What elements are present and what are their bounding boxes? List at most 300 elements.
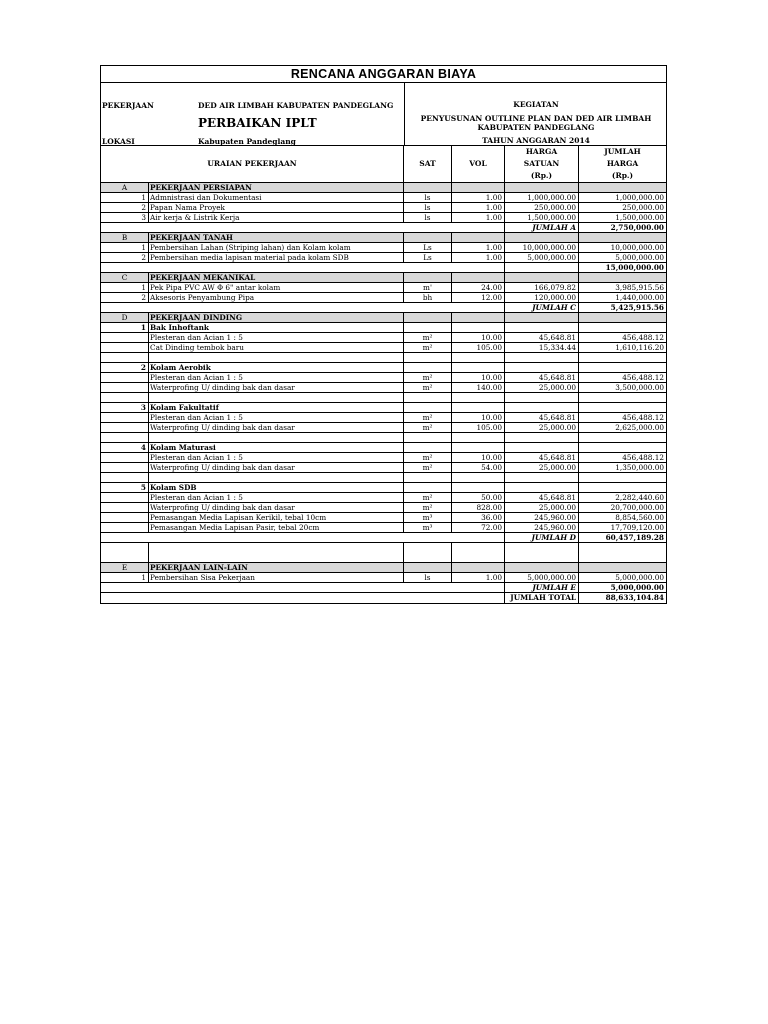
- section-code: B: [101, 233, 149, 243]
- empty-cell: [404, 363, 452, 373]
- item-unit: ls: [404, 573, 452, 583]
- item-volume: 36.00: [452, 513, 505, 523]
- item-description: Plesteran dan Acian 1 : 5: [149, 453, 404, 463]
- item-number: [101, 333, 149, 343]
- section-code: D: [101, 313, 149, 323]
- item-description: Waterprofing U/ dinding bak dan dasar: [149, 503, 404, 513]
- subtotal-label: JUMLAH D: [505, 533, 579, 543]
- empty-cell: [404, 473, 452, 483]
- empty-cell: [404, 353, 452, 363]
- subsection-title: Bak Inhoftank: [149, 323, 404, 333]
- subsection-code: 2: [101, 363, 149, 373]
- empty-cell: [404, 443, 452, 453]
- item-total: 1,350,000.00: [579, 463, 666, 473]
- subsection-row: [101, 363, 666, 373]
- item-description: Pemasangan Media Lapisan Kerikil, tebal 10cm: [149, 513, 404, 523]
- item-unit-price: 166,079.82: [505, 283, 579, 293]
- item-total: 8,854,560.00: [579, 513, 666, 523]
- empty-cell: [579, 443, 666, 453]
- spacer-row: [101, 473, 666, 483]
- subtotal-label: JUMLAH E: [505, 583, 579, 593]
- item-description: Plesteran dan Acian 1 : 5: [149, 333, 404, 343]
- subsection-row: [101, 403, 666, 413]
- item-number: [101, 453, 149, 463]
- spacer-row: [101, 433, 666, 443]
- item-unit-price: 25,000.00: [505, 503, 579, 513]
- item-row: [101, 573, 666, 583]
- subsection-row: [101, 483, 666, 493]
- empty-cell: [579, 543, 666, 563]
- kegiatan-panel: [404, 83, 667, 145]
- tahun-anggaran: TAHUN ANGGARAN 2014: [482, 136, 590, 145]
- item-row: [101, 503, 666, 513]
- empty-cell: [505, 183, 579, 193]
- item-unit: m²: [404, 423, 452, 433]
- item-unit-price: 250,000.00: [505, 203, 579, 213]
- item-row: [101, 283, 666, 293]
- empty-cell: [505, 273, 579, 283]
- item-unit: m³: [404, 523, 452, 533]
- item-volume: 105.00: [452, 423, 505, 433]
- empty-cell: [452, 353, 505, 363]
- lokasi-label: LOKASI: [102, 137, 135, 146]
- item-description: Air kerja & Listrik Kerja: [149, 213, 404, 223]
- item-volume: 72.00: [452, 523, 505, 533]
- subsection-code: 3: [101, 403, 149, 413]
- grand-total-row: [101, 593, 666, 603]
- item-number: 2: [101, 253, 149, 263]
- item-volume: 1.00: [452, 193, 505, 203]
- empty-cell: [579, 363, 666, 373]
- empty-cell: [149, 303, 404, 313]
- empty-cell: [149, 583, 404, 593]
- grand-total-label: JUMLAH TOTAL: [505, 593, 579, 603]
- section-title: PEKERJAAN MEKANIKAL: [149, 273, 404, 283]
- item-total: 456,488.12: [579, 333, 666, 343]
- kegiatan-label: KEGIATAN: [513, 100, 559, 109]
- project-name: PERBAIKAN IPLT: [198, 116, 317, 130]
- empty-cell: [505, 353, 579, 363]
- spacer-row: [101, 353, 666, 363]
- empty-cell: [579, 563, 666, 573]
- empty-cell: [579, 393, 666, 403]
- empty-cell: [149, 353, 404, 363]
- empty-cell: [452, 473, 505, 483]
- item-description: Aksesoris Penyambung Pipa: [149, 293, 404, 303]
- subsection-title: Kolam Fakultatif: [149, 403, 404, 413]
- empty-cell: [452, 483, 505, 493]
- item-unit: m³: [404, 513, 452, 523]
- empty-cell: [452, 393, 505, 403]
- item-volume: 10.00: [452, 373, 505, 383]
- item-total: 10,000,000.00: [579, 243, 666, 253]
- item-unit: m²: [404, 503, 452, 513]
- empty-cell: [505, 313, 579, 323]
- item-number: [101, 383, 149, 393]
- item-description: Papan Nama Proyek: [149, 203, 404, 213]
- empty-cell: [505, 233, 579, 243]
- item-volume: 1.00: [452, 213, 505, 223]
- empty-cell: [452, 183, 505, 193]
- empty-cell: [404, 393, 452, 403]
- empty-cell: [452, 543, 505, 563]
- empty-cell: [452, 403, 505, 413]
- empty-cell: [101, 533, 149, 543]
- item-unit: m²: [404, 383, 452, 393]
- header-harga-satuan: HARGA SATUAN (Rp.): [505, 146, 579, 182]
- empty-cell: [404, 483, 452, 493]
- header-jumlah-harga: JUMLAH HARGA (Rp.): [604, 147, 641, 180]
- section-title: PEKERJAAN DINDING: [149, 313, 404, 323]
- empty-cell: [404, 183, 452, 193]
- header-vol: VOL: [452, 146, 505, 182]
- empty-cell: [404, 313, 452, 323]
- item-unit: m': [404, 283, 452, 293]
- empty-cell: [452, 263, 505, 273]
- empty-cell: [579, 483, 666, 493]
- section-title: PEKERJAAN LAIN-LAIN: [149, 563, 404, 573]
- section-code: E: [101, 563, 149, 573]
- item-row: [101, 453, 666, 463]
- item-unit-price: 5,000,000.00: [505, 253, 579, 263]
- item-unit: m²: [404, 343, 452, 353]
- item-description: Pemasangan Media Lapisan Pasir, tebal 20cm: [149, 523, 404, 533]
- empty-cell: [452, 443, 505, 453]
- empty-cell: [579, 183, 666, 193]
- pekerjaan-label: PEKERJAAN: [102, 101, 154, 110]
- subsection-code: 1: [101, 323, 149, 333]
- empty-cell: [149, 223, 404, 233]
- item-total: 5,000,000.00: [579, 573, 666, 583]
- empty-cell: [452, 433, 505, 443]
- project-info: [101, 83, 666, 146]
- section-code: A: [101, 183, 149, 193]
- item-unit-price: 45,648.81: [505, 333, 579, 343]
- section-row: [101, 563, 666, 573]
- item-unit-price: 45,648.81: [505, 493, 579, 503]
- item-total: 250,000.00: [579, 203, 666, 213]
- item-row: [101, 423, 666, 433]
- empty-cell: [404, 223, 452, 233]
- item-unit-price: 15,334.44: [505, 343, 579, 353]
- section-row: [101, 273, 666, 283]
- item-row: [101, 513, 666, 523]
- subtotal-row: [101, 533, 666, 543]
- item-total: 1,500,000.00: [579, 213, 666, 223]
- empty-cell: [101, 263, 149, 273]
- empty-cell: [505, 483, 579, 493]
- subtotal-value: 15,000,000.00: [579, 263, 666, 273]
- empty-cell: [404, 433, 452, 443]
- item-total: 17,709,120.00: [579, 523, 666, 533]
- subtotal-value: 5,000,000.00: [579, 583, 666, 593]
- item-volume: 24.00: [452, 283, 505, 293]
- item-description: Pembersihan Sisa Pekerjaan: [149, 573, 404, 583]
- empty-cell: [149, 393, 404, 403]
- subtotal-label: [505, 263, 579, 273]
- item-volume: 54.00: [452, 463, 505, 473]
- item-total: 456,488.12: [579, 373, 666, 383]
- item-total: 5,000,000.00: [579, 253, 666, 263]
- subsection-title: Kolam Maturasi: [149, 443, 404, 453]
- empty-cell: [579, 353, 666, 363]
- item-volume: 105.00: [452, 343, 505, 353]
- empty-cell: [452, 273, 505, 283]
- section-code: C: [101, 273, 149, 283]
- empty-cell: [149, 433, 404, 443]
- item-number: [101, 463, 149, 473]
- item-unit: m²: [404, 373, 452, 383]
- empty-cell: [101, 473, 149, 483]
- item-volume: 1.00: [452, 573, 505, 583]
- item-description: Waterprofing U/ dinding bak dan dasar: [149, 463, 404, 473]
- item-unit-price: 245,960.00: [505, 523, 579, 533]
- item-volume: 10.00: [452, 453, 505, 463]
- subtotal-row: [101, 263, 666, 273]
- item-unit: m²: [404, 333, 452, 343]
- header-sat: SAT: [404, 146, 452, 182]
- empty-cell: [404, 563, 452, 573]
- empty-cell: [149, 473, 404, 483]
- subtotal-row: [101, 583, 666, 593]
- item-number: [101, 503, 149, 513]
- empty-cell: [404, 303, 452, 313]
- kegiatan-line2: KABUPATEN PANDEGLANG: [477, 123, 595, 132]
- empty-cell: [505, 543, 579, 563]
- item-description: Admnistrasi dan Dokumentasi: [149, 193, 404, 203]
- item-unit: ls: [404, 203, 452, 213]
- empty-cell: [101, 303, 149, 313]
- item-number: 1: [101, 283, 149, 293]
- item-number: [101, 493, 149, 503]
- empty-cell: [505, 363, 579, 373]
- item-number: [101, 373, 149, 383]
- item-description: Pek Pipa PVC AW Φ 6" antar kolam: [149, 283, 404, 293]
- item-row: [101, 203, 666, 213]
- empty-cell: [579, 403, 666, 413]
- item-unit-price: 10,000,000.00: [505, 243, 579, 253]
- empty-cell: [452, 323, 505, 333]
- empty-cell: [505, 443, 579, 453]
- item-unit: bh: [404, 293, 452, 303]
- item-row: [101, 243, 666, 253]
- item-unit: Ls: [404, 253, 452, 263]
- item-row: [101, 293, 666, 303]
- item-description: Pembersihan media lapisan material pada kolam SDB: [149, 253, 404, 263]
- item-number: 1: [101, 243, 149, 253]
- item-total: 1,610,116.20: [579, 343, 666, 353]
- item-row: [101, 333, 666, 343]
- subtotal-label: JUMLAH C: [505, 303, 579, 313]
- subsection-row: [101, 443, 666, 453]
- empty-cell: [101, 353, 149, 363]
- item-number: 1: [101, 573, 149, 583]
- item-unit-price: 120,000.00: [505, 293, 579, 303]
- item-unit: m²: [404, 463, 452, 473]
- table-header: [101, 146, 666, 183]
- spacer-row: [101, 393, 666, 403]
- item-row: [101, 193, 666, 203]
- item-number: 1: [101, 193, 149, 203]
- section-title: PEKERJAAN PERSIAPAN: [149, 183, 404, 193]
- item-unit-price: 45,648.81: [505, 373, 579, 383]
- subtotal-row: [101, 303, 666, 313]
- empty-cell: [452, 303, 505, 313]
- item-row: [101, 413, 666, 423]
- empty-cell: [404, 593, 452, 603]
- item-unit: Ls: [404, 243, 452, 253]
- empty-cell: [404, 403, 452, 413]
- empty-cell: [149, 533, 404, 543]
- empty-cell: [149, 263, 404, 273]
- empty-cell: [101, 593, 149, 603]
- item-description: Plesteran dan Acian 1 : 5: [149, 413, 404, 423]
- item-total: 3,985,915.56: [579, 283, 666, 293]
- item-unit: m²: [404, 413, 452, 423]
- sheet-title: RENCANA ANGGARAN BIAYA: [101, 66, 666, 83]
- kegiatan-line1: PENYUSUNAN OUTLINE PLAN DAN DED AIR LIMBAH: [420, 114, 652, 123]
- item-total: 2,625,000.00: [579, 423, 666, 433]
- section-row: [101, 233, 666, 243]
- item-description: Plesteran dan Acian 1 : 5: [149, 373, 404, 383]
- empty-cell: [101, 223, 149, 233]
- item-total: 1,000,000.00: [579, 193, 666, 203]
- subsection-title: Kolam SDB: [149, 483, 404, 493]
- item-total: 3,500,000.00: [579, 383, 666, 393]
- empty-cell: [101, 433, 149, 443]
- item-unit-price: 25,000.00: [505, 423, 579, 433]
- subsection-title: Kolam Aerobik: [149, 363, 404, 373]
- item-total: 20,700,000.00: [579, 503, 666, 513]
- item-number: [101, 413, 149, 423]
- empty-cell: [579, 323, 666, 333]
- item-total: 456,488.12: [579, 413, 666, 423]
- subtotal-label: JUMLAH A: [505, 223, 579, 233]
- header-uraian: URAIAN PEKERJAAN: [101, 146, 404, 182]
- empty-cell: [579, 273, 666, 283]
- item-unit-price: 1,500,000.00: [505, 213, 579, 223]
- empty-cell: [149, 543, 404, 563]
- item-row: [101, 343, 666, 353]
- spacer-row: [101, 543, 666, 563]
- empty-cell: [579, 233, 666, 243]
- item-number: 2: [101, 203, 149, 213]
- empty-cell: [452, 363, 505, 373]
- item-total: 2,282,440.60: [579, 493, 666, 503]
- item-description: Cat Dinding tembok baru: [149, 343, 404, 353]
- empty-cell: [505, 433, 579, 443]
- subtotal-value: 60,457,189.28: [579, 533, 666, 543]
- item-volume: 10.00: [452, 333, 505, 343]
- empty-cell: [404, 543, 452, 563]
- item-row: [101, 523, 666, 533]
- section-title: PEKERJAAN TANAH: [149, 233, 404, 243]
- subsection-code: 4: [101, 443, 149, 453]
- empty-cell: [452, 233, 505, 243]
- item-unit-price: 5,000,000.00: [505, 573, 579, 583]
- empty-cell: [452, 223, 505, 233]
- empty-cell: [579, 473, 666, 483]
- item-unit-price: 1,000,000.00: [505, 193, 579, 203]
- item-unit-price: 45,648.81: [505, 453, 579, 463]
- item-number: [101, 523, 149, 533]
- budget-sheet: [100, 65, 667, 604]
- item-volume: 140.00: [452, 383, 505, 393]
- item-total: 456,488.12: [579, 453, 666, 463]
- item-volume: 1.00: [452, 243, 505, 253]
- empty-cell: [452, 583, 505, 593]
- grand-total-value: 88,633,104.84: [605, 593, 664, 602]
- empty-cell: [579, 433, 666, 443]
- empty-cell: [404, 323, 452, 333]
- item-unit: m²: [404, 493, 452, 503]
- item-unit: m²: [404, 453, 452, 463]
- item-number: [101, 513, 149, 523]
- item-description: Pembersihan Lahan (Striping lahan) dan Kolam kolam: [149, 243, 404, 253]
- item-unit: ls: [404, 213, 452, 223]
- item-description: Plesteran dan Acian 1 : 5: [149, 493, 404, 503]
- subtotal-value: 2,750,000.00: [579, 223, 666, 233]
- empty-cell: [505, 563, 579, 573]
- item-unit-price: 25,000.00: [505, 383, 579, 393]
- empty-cell: [404, 273, 452, 283]
- section-row: [101, 183, 666, 193]
- item-unit-price: 245,960.00: [505, 513, 579, 523]
- budget-table-body: [101, 183, 666, 603]
- empty-cell: [149, 593, 404, 603]
- item-volume: 50.00: [452, 493, 505, 503]
- empty-cell: [101, 393, 149, 403]
- item-total: 1,440,000.00: [579, 293, 666, 303]
- empty-cell: [452, 313, 505, 323]
- item-unit-price: 45,648.81: [505, 413, 579, 423]
- empty-cell: [404, 263, 452, 273]
- item-unit-price: 25,000.00: [505, 463, 579, 473]
- empty-cell: [505, 393, 579, 403]
- empty-cell: [101, 543, 149, 563]
- item-number: 3: [101, 213, 149, 223]
- item-row: [101, 493, 666, 503]
- item-volume: 1.00: [452, 253, 505, 263]
- empty-cell: [452, 593, 505, 603]
- item-unit: ls: [404, 193, 452, 203]
- item-description: Waterprofing U/ dinding bak dan dasar: [149, 383, 404, 393]
- empty-cell: [505, 323, 579, 333]
- item-row: [101, 463, 666, 473]
- empty-cell: [101, 583, 149, 593]
- pekerjaan-value: DED AIR LIMBAH KABUPATEN PANDEGLANG: [198, 101, 394, 110]
- subtotal-value: 5,425,915.56: [579, 303, 666, 313]
- item-volume: 1.00: [452, 203, 505, 213]
- subsection-row: [101, 323, 666, 333]
- empty-cell: [452, 563, 505, 573]
- empty-cell: [404, 533, 452, 543]
- item-volume: 10.00: [452, 413, 505, 423]
- empty-cell: [505, 473, 579, 483]
- subsection-code: 5: [101, 483, 149, 493]
- item-number: 2: [101, 293, 149, 303]
- item-volume: 12.00: [452, 293, 505, 303]
- item-volume: 828.00: [452, 503, 505, 513]
- empty-cell: [452, 533, 505, 543]
- lokasi-value: Kabupaten Pandeglang: [198, 137, 296, 146]
- item-row: [101, 383, 666, 393]
- item-row: [101, 213, 666, 223]
- empty-cell: [404, 583, 452, 593]
- empty-cell: [505, 403, 579, 413]
- empty-cell: [579, 313, 666, 323]
- item-number: [101, 423, 149, 433]
